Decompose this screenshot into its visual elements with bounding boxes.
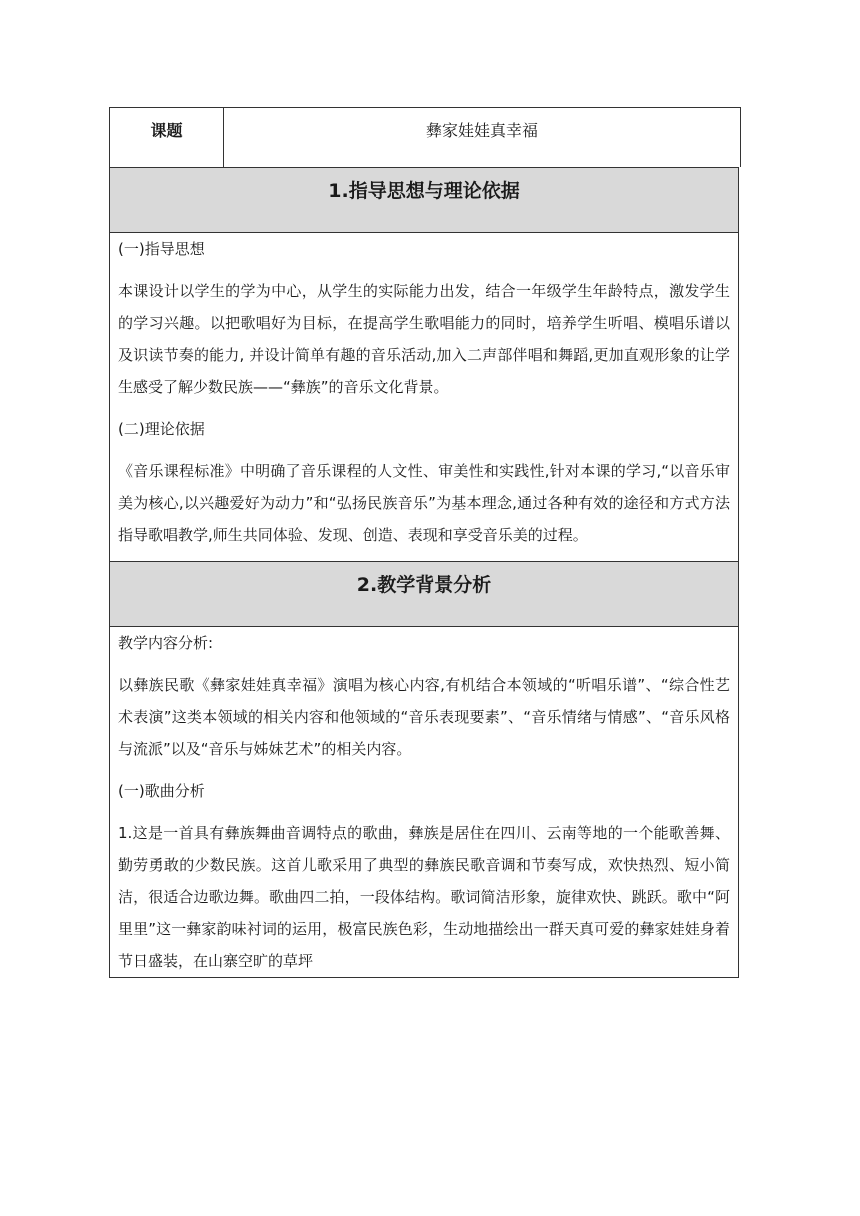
title-label: 课题 xyxy=(110,108,224,168)
section-2-sub-1: (一)歌曲分析 xyxy=(118,782,205,800)
section-2-body xyxy=(110,627,738,977)
section-2-para-0: 以彝族民歌《彝家娃娃真幸福》演唱为核心内容,有机结合本领域的“听唱乐谱”、“综合性艺术表演”这类本领域的相关内容和他领域的“音乐表现要素”、“音乐情绪与情感”、“音乐风格与流派”以及“音乐与姊妹艺术”的相关内容。 xyxy=(118,676,730,758)
section-2-sub-0: 教学内容分析: xyxy=(118,634,214,652)
section-1-sub-2: (二)理论依据 xyxy=(118,420,205,438)
section-1-para-2: 《音乐课程标准》中明确了音乐课程的人文性、审美性和实践性,针对本课的学习,“以音乐审美为核心,以兴趣爱好为动力”和“弘扬民族音乐”为基本理念,通过各种有效的途径和方式方法指导歌唱教学,师生共同体验、发现、创造、表现和享受音乐美的过程。 xyxy=(118,462,730,544)
section-1-para-1: 本课设计以学生的学为中心，从学生的实际能力出发，结合一年级学生年龄特点，激发学生的学习兴趣。以把歌唱好为目标，在提高学生歌唱能力的同时，培养学生听唱、模唱乐谱以及识读节奏的能力, 并设计简单有趣的音乐活动,加入二声部伴唱和舞蹈,更加直观形象的让学生感受了解少数民族——“彝族”的音乐文化背景。 xyxy=(118,282,730,396)
content-table xyxy=(109,167,739,978)
document xyxy=(109,107,739,978)
section-2-header: 2.教学背景分析 xyxy=(110,561,738,627)
title-row xyxy=(109,107,741,167)
section-1-sub-1: (一)指导思想 xyxy=(118,240,205,258)
title-value: 彝家娃娃真幸福 xyxy=(425,121,538,140)
section-2-para-1: 1.这是一首具有彝族舞曲音调特点的歌曲，彝族是居住在四川、云南等地的一个能歌善舞、勤劳勇敢的少数民族。这首儿歌采用了典型的彝族民歌音调和节奏写成，欢快热烈、短小简洁，很适合边歌边舞。歌曲四二拍，一段体结构。歌词简洁形象，旋律欢快、跳跃。歌中“阿里里”这一彝家韵味衬词的运用，极富民族色彩，生动地描绘出一群天真可爱的彝家娃娃身着节日盛装，在山寨空旷的草坪 xyxy=(118,824,730,970)
section-1-header: 1.指导思想与理论依据 xyxy=(110,167,738,233)
section-1-body xyxy=(110,233,738,561)
